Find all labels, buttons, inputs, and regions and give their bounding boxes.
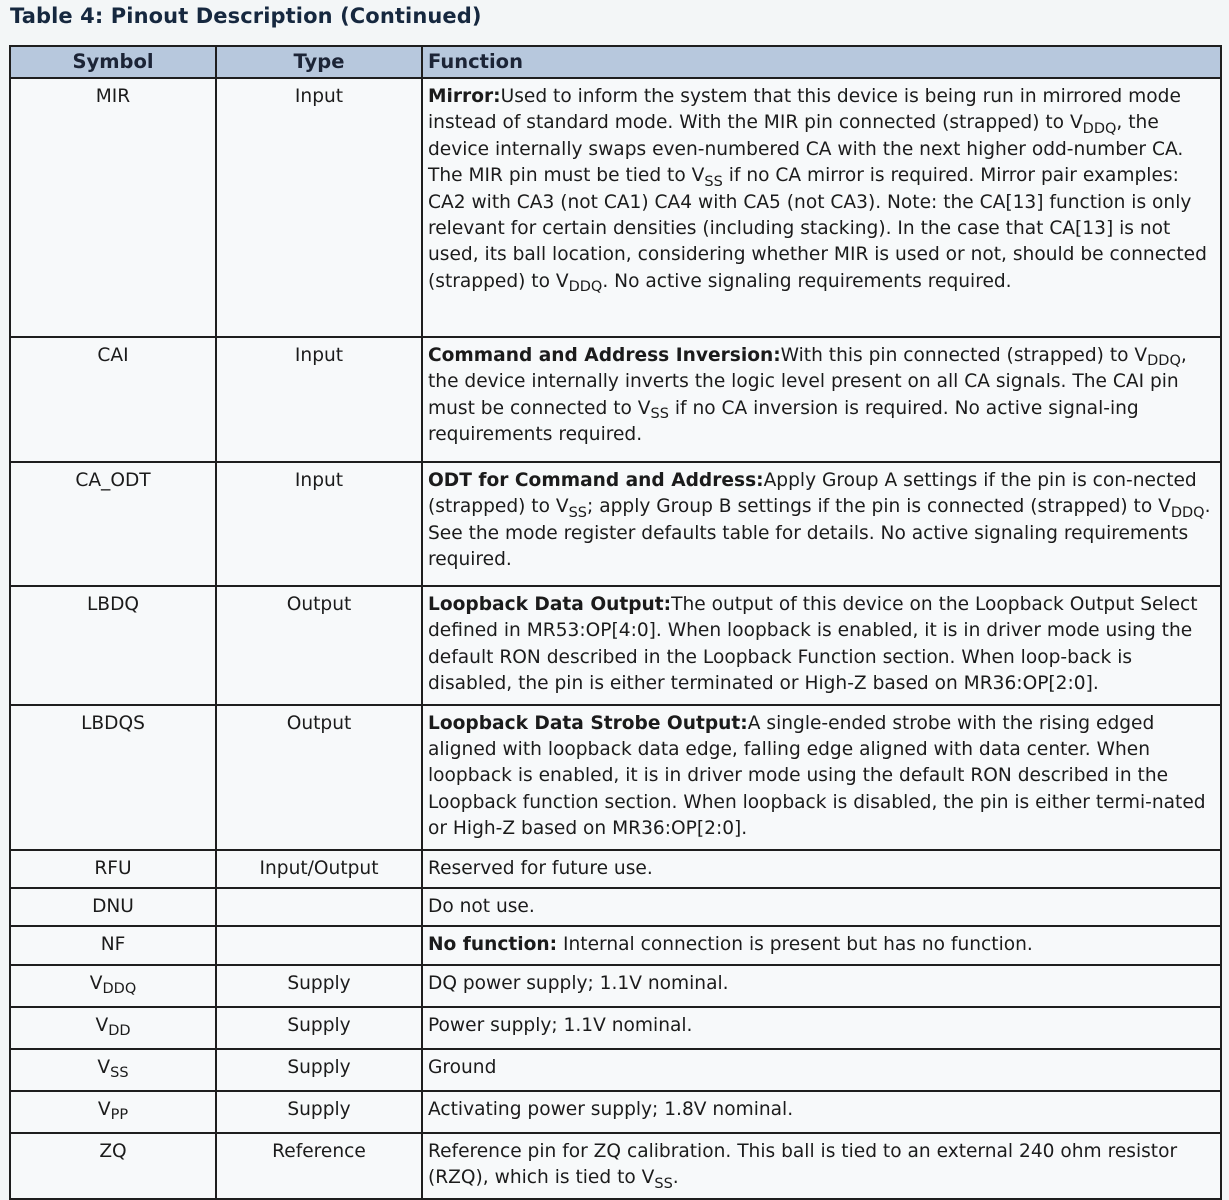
type-cell: Supply xyxy=(216,1007,422,1049)
table-row xyxy=(10,1133,1221,1199)
function-cell: Do not use. xyxy=(422,888,1221,926)
function-lead: Loopback Data Output: xyxy=(428,594,672,615)
symbol-cell: MIR xyxy=(10,78,216,337)
symbol-text: V xyxy=(89,972,103,994)
subscript: DDQ xyxy=(102,981,137,998)
function-text: With this pin connected (strapped) to V xyxy=(780,345,1148,366)
subscript: SS xyxy=(704,173,723,190)
function-text: ; apply Group B settings if the pin is connected (strapped) to V xyxy=(587,496,1171,518)
table-row xyxy=(10,1091,1221,1133)
table-row xyxy=(10,705,1221,850)
type-column-header: Type xyxy=(216,46,422,78)
subscript: DDQ xyxy=(1170,504,1205,521)
type-cell xyxy=(216,888,422,926)
type-cell: Output xyxy=(216,705,422,850)
table-title: Table 4: Pinout Description (Continued) xyxy=(10,4,482,28)
table-row xyxy=(10,926,1221,964)
function-text: if no CA mirror is required. Mirror pair examples: CA2 with CA3 (not CA1) CA4 with CA5 (not CA3). Note: the CA[13] function is only relevant for certain densities (including stacking). In the case that CA[13] is not used, its ball location, considering whether MIR is used or not, should be connected (strapped) to V xyxy=(428,165,1207,292)
function-cell: DQ power supply; 1.1V nominal. xyxy=(422,965,1221,1007)
subscript: SS xyxy=(568,504,588,521)
symbol-cell: DNU xyxy=(10,888,216,926)
symbol-cell: LBDQ xyxy=(10,586,216,705)
subscript: SS xyxy=(650,406,669,423)
symbol-cell: CAI xyxy=(10,337,216,462)
function-text: The output of this device on the Loopback Output Select defined in MR53:OP[4:0]. When loopback is enabled, it is in driver mode using the default RON described in the Loopback Function section. When loop-back is disabled, the pin is either terminated or High-Z based on MR36:OP[2:0]. xyxy=(428,594,1198,695)
function-lead: Mirror: xyxy=(428,86,501,107)
function-cell xyxy=(422,337,1221,462)
subscript: DDQ xyxy=(568,279,603,296)
type-cell xyxy=(216,926,422,964)
function-text: , the device internally swaps even-numbered CA with the next higher odd-number CA. The MIR pin must be tied to V xyxy=(428,112,1184,187)
function-cell xyxy=(422,1133,1221,1199)
symbol-text: V xyxy=(97,1056,111,1078)
function-cell: Activating power supply; 1.8V nominal. xyxy=(422,1091,1221,1133)
function-text: if no CA inversion is required. No active signal-ing requirements required. xyxy=(428,397,1139,446)
subscript: SS xyxy=(654,1175,673,1192)
type-cell: Supply xyxy=(216,1091,422,1133)
table-row xyxy=(10,888,1221,926)
pinout-table xyxy=(9,45,1222,1200)
symbol-cell xyxy=(10,1007,216,1049)
function-text: Reference pin for ZQ calibration. This ball is tied to an external 240 ohm resistor (RZQ), which is tied to V xyxy=(428,1140,1178,1189)
symbol-text: V xyxy=(95,1014,109,1036)
symbol-cell: NF xyxy=(10,926,216,964)
table-row xyxy=(10,850,1221,888)
table-row xyxy=(10,965,1221,1007)
function-lead: Command and Address Inversion: xyxy=(428,345,781,366)
type-cell: Output xyxy=(216,586,422,705)
type-cell: Input xyxy=(216,462,422,586)
function-text: , the device internally inverts the logic level present on all CA signals. The CAI pin must be connected to V xyxy=(428,345,1187,419)
table-row xyxy=(10,1049,1221,1091)
type-cell: Supply xyxy=(216,1049,422,1091)
function-lead: No function: xyxy=(428,934,558,956)
table-row xyxy=(10,78,1221,337)
symbol-cell: LBDQS xyxy=(10,705,216,850)
function-cell xyxy=(422,462,1221,586)
type-cell: Supply xyxy=(216,965,422,1007)
subscript: SS xyxy=(110,1065,129,1082)
symbol-cell: RFU xyxy=(10,850,216,888)
function-text: . See the mode register defaults table for details. No active signaling requirements required. xyxy=(428,496,1211,571)
subscript: DDQ xyxy=(1082,120,1117,137)
type-cell: Input xyxy=(216,78,422,337)
function-cell xyxy=(422,705,1221,850)
function-text: . No active signaling requirements required. xyxy=(602,270,1012,292)
header-row xyxy=(10,46,1221,78)
subscript: PP xyxy=(110,1107,129,1124)
type-cell: Reference xyxy=(216,1133,422,1199)
symbol-cell xyxy=(10,1049,216,1091)
symbol-text: V xyxy=(97,1098,111,1120)
function-text: Used to inform the system that this device is being run in mirrored mode instead of standard mode. With the MIR pin connected (strapped) to V xyxy=(428,86,1181,134)
function-cell: Power supply; 1.1V nominal. xyxy=(422,1007,1221,1049)
function-lead: Loopback Data Strobe Output: xyxy=(428,712,748,734)
function-cell xyxy=(422,926,1221,964)
function-cell xyxy=(422,586,1221,705)
function-cell: Reserved for future use. xyxy=(422,850,1221,888)
function-text: . xyxy=(672,1167,679,1189)
symbol-cell: CA_ODT xyxy=(10,462,216,586)
table-row xyxy=(10,337,1221,462)
function-text: Internal connection is present but has no function. xyxy=(557,934,1033,956)
function-lead: ODT for Command and Address: xyxy=(428,470,764,491)
type-cell: Input/Output xyxy=(216,850,422,888)
function-cell xyxy=(422,78,1221,337)
subscript: DD xyxy=(108,1023,131,1040)
function-text: A single-ended strobe with the rising edged aligned with loopback data edge, falling edge aligned with data center. When loopback is enabled, it is in driver mode using the default RON described in the Loopback function section. When loopback is disabled, the pin is either termi-nated or High-Z based on MR36:OP[2:0]. xyxy=(428,712,1206,840)
subscript: DDQ xyxy=(1147,353,1181,370)
symbol-cell: ZQ xyxy=(10,1133,216,1199)
table-row xyxy=(10,586,1221,705)
function-text: Apply Group A settings if the pin is con-nected (strapped) to V xyxy=(428,470,1197,518)
function-column-header: Function xyxy=(422,46,1221,78)
type-cell: Input xyxy=(216,337,422,462)
symbol-column-header: Symbol xyxy=(10,46,216,78)
table-row xyxy=(10,1007,1221,1049)
table-row xyxy=(10,462,1221,586)
symbol-cell xyxy=(10,1091,216,1133)
symbol-cell xyxy=(10,965,216,1007)
function-cell: Ground xyxy=(422,1049,1221,1091)
